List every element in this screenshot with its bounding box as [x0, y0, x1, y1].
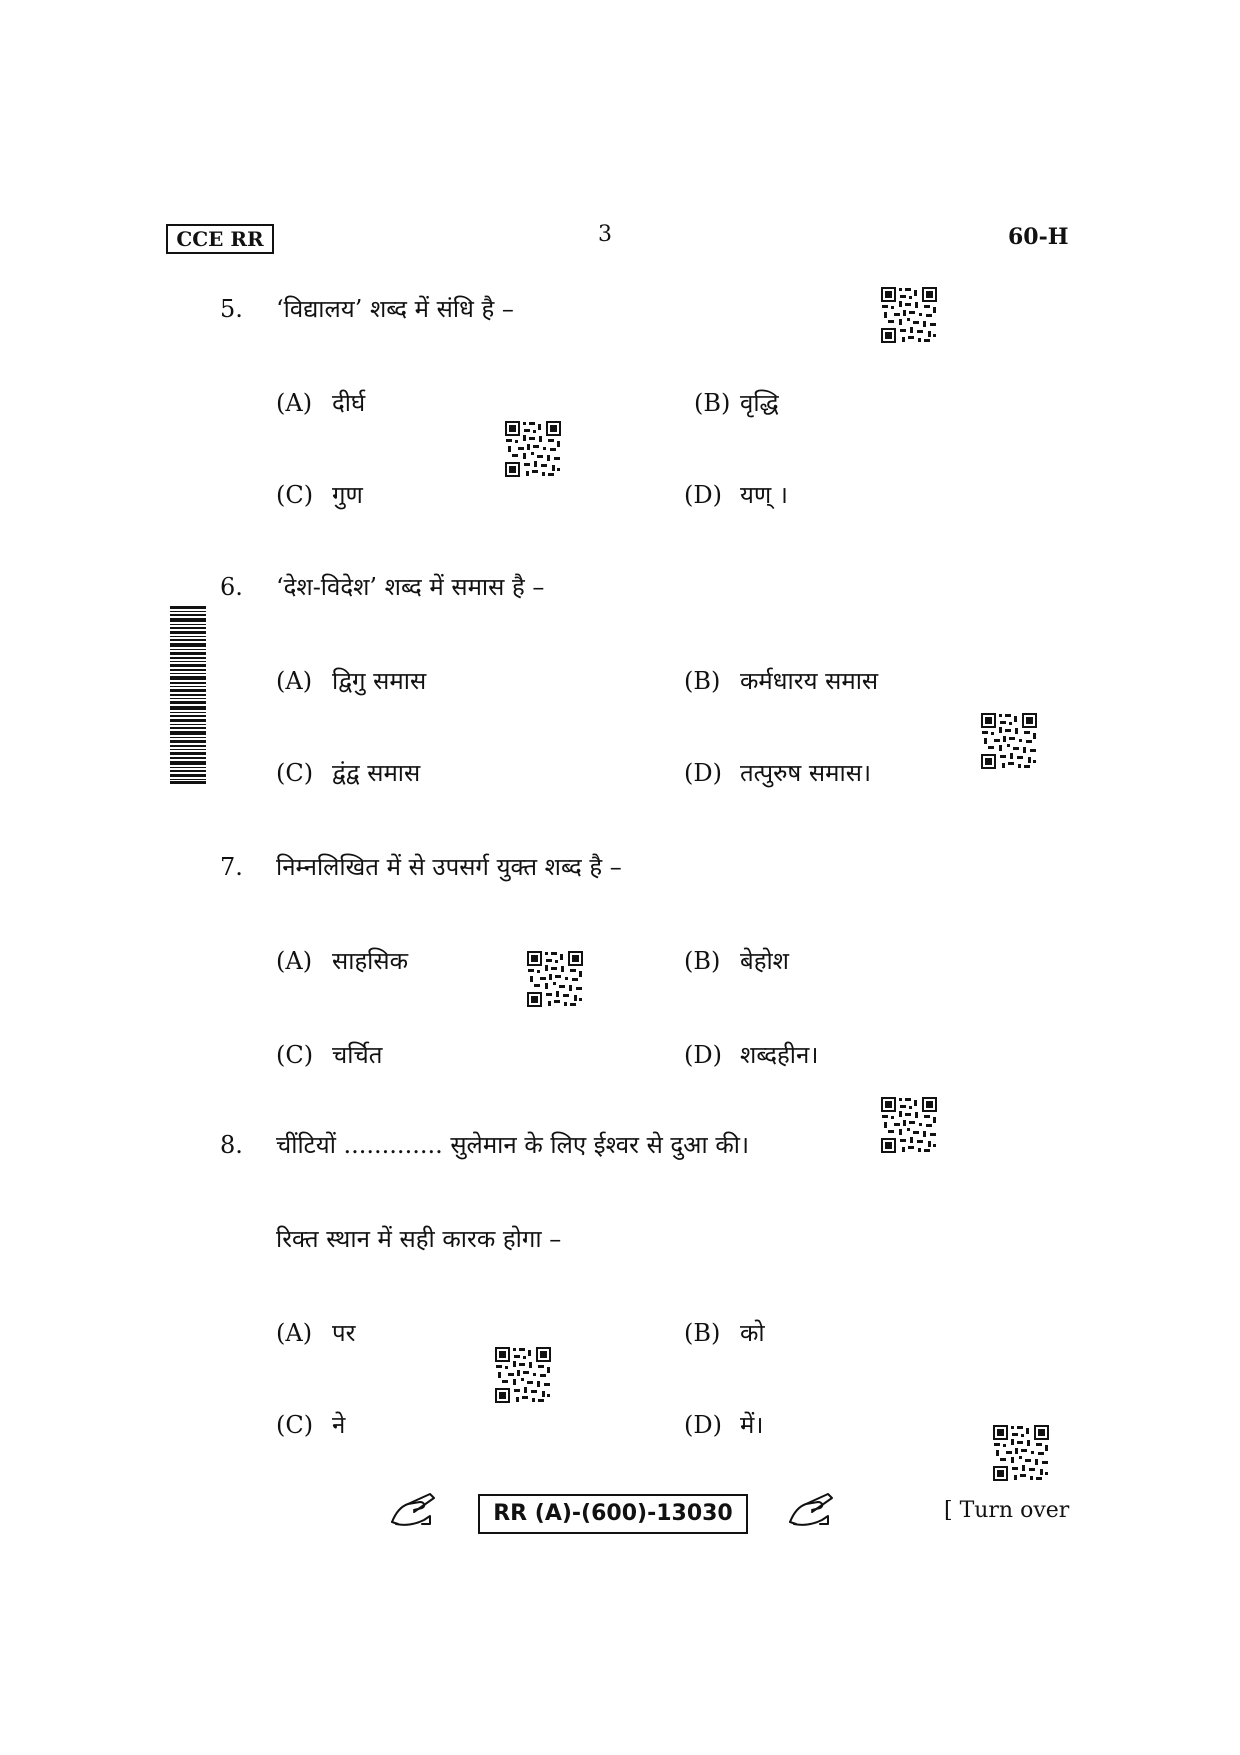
series-code-box: CCE RR: [166, 224, 274, 254]
option-label: (B): [694, 389, 731, 417]
option-text: पर: [332, 1319, 356, 1347]
option-text: ने: [332, 1411, 346, 1439]
option-d: [684, 758, 871, 788]
question-subtext: रिक्त स्थान में सही कारक होगा –: [276, 1225, 562, 1253]
option-text: गुण: [332, 481, 363, 509]
qr-code-icon: [504, 420, 562, 478]
option-label: (A): [276, 667, 313, 695]
qr-code-icon: [880, 1096, 938, 1154]
option-text: कर्मधारय समास: [740, 667, 879, 695]
writing-hand-icon: [386, 1492, 438, 1528]
option-text: को: [740, 1319, 765, 1347]
option-label: (C): [276, 1411, 314, 1439]
question-number: 7.: [220, 853, 243, 881]
option-d: [684, 1040, 818, 1070]
option-c: [276, 1410, 345, 1440]
page-number: 3: [598, 222, 612, 247]
option-label: (C): [276, 481, 314, 509]
option-d: [684, 1410, 763, 1440]
question-text: निम्नलिखित में से उपसर्ग युक्त शब्द है –: [276, 853, 622, 881]
option-a: [276, 1318, 355, 1348]
option-label: (D): [684, 481, 722, 509]
option-text: वृद्धि: [740, 389, 779, 417]
turn-over-label: [ Turn over: [944, 1498, 1070, 1523]
question-number: 8.: [220, 1131, 243, 1159]
option-label: (D): [684, 1041, 722, 1069]
qr-code-icon: [526, 950, 584, 1008]
option-a: [276, 388, 365, 418]
qr-code-icon: [980, 712, 1038, 770]
footer-code-box: RR (A)-(600)-13030: [478, 1494, 748, 1534]
option-c: [276, 1040, 382, 1070]
option-label: (D): [684, 759, 722, 787]
option-a: [276, 946, 408, 976]
option-label: (C): [276, 759, 314, 787]
question-text: ‘देश-विदेश’ शब्द में समास है –: [276, 573, 545, 601]
option-text: यण् ।: [740, 481, 788, 509]
paper-code: 60-H: [1008, 224, 1069, 250]
option-label: (B): [684, 667, 721, 695]
option-b: [684, 666, 878, 696]
question-text: ‘विद्यालय’ शब्द में संधि है –: [276, 295, 514, 323]
option-b: [694, 388, 779, 418]
qr-code-icon: [880, 286, 938, 344]
option-d: [684, 480, 788, 510]
option-label: (D): [684, 1411, 722, 1439]
option-text: बेहोश: [740, 947, 789, 975]
barcode-icon: [170, 606, 206, 784]
option-label: (B): [684, 947, 721, 975]
option-text: द्विगु समास: [332, 667, 427, 695]
option-c: [276, 758, 420, 788]
option-text: में।: [740, 1411, 764, 1439]
option-text: साहसिक: [332, 947, 409, 975]
option-label: (A): [276, 1319, 313, 1347]
option-text: तत्पुरुष समास।: [740, 759, 872, 787]
option-label: (B): [684, 1319, 721, 1347]
option-text: चर्चित: [332, 1041, 383, 1069]
option-c: [276, 480, 363, 510]
option-b: [684, 946, 789, 976]
question-number: 6.: [220, 573, 243, 601]
qr-code-icon: [494, 1346, 552, 1404]
writing-hand-icon: [784, 1492, 836, 1528]
option-label: (A): [276, 947, 313, 975]
option-text: शब्दहीन।: [740, 1041, 819, 1069]
qr-code-icon: [992, 1424, 1050, 1482]
option-a: [276, 666, 426, 696]
option-label: (C): [276, 1041, 314, 1069]
question-text: चींटियों ............. सुलेमान के लिए ईश्वर से दुआ की।: [276, 1131, 750, 1159]
option-b: [684, 1318, 765, 1348]
option-text: द्वंद्व समास: [332, 759, 421, 787]
option-text: दीर्घ: [332, 389, 366, 417]
question-number: 5.: [220, 295, 243, 323]
option-label: (A): [276, 389, 313, 417]
